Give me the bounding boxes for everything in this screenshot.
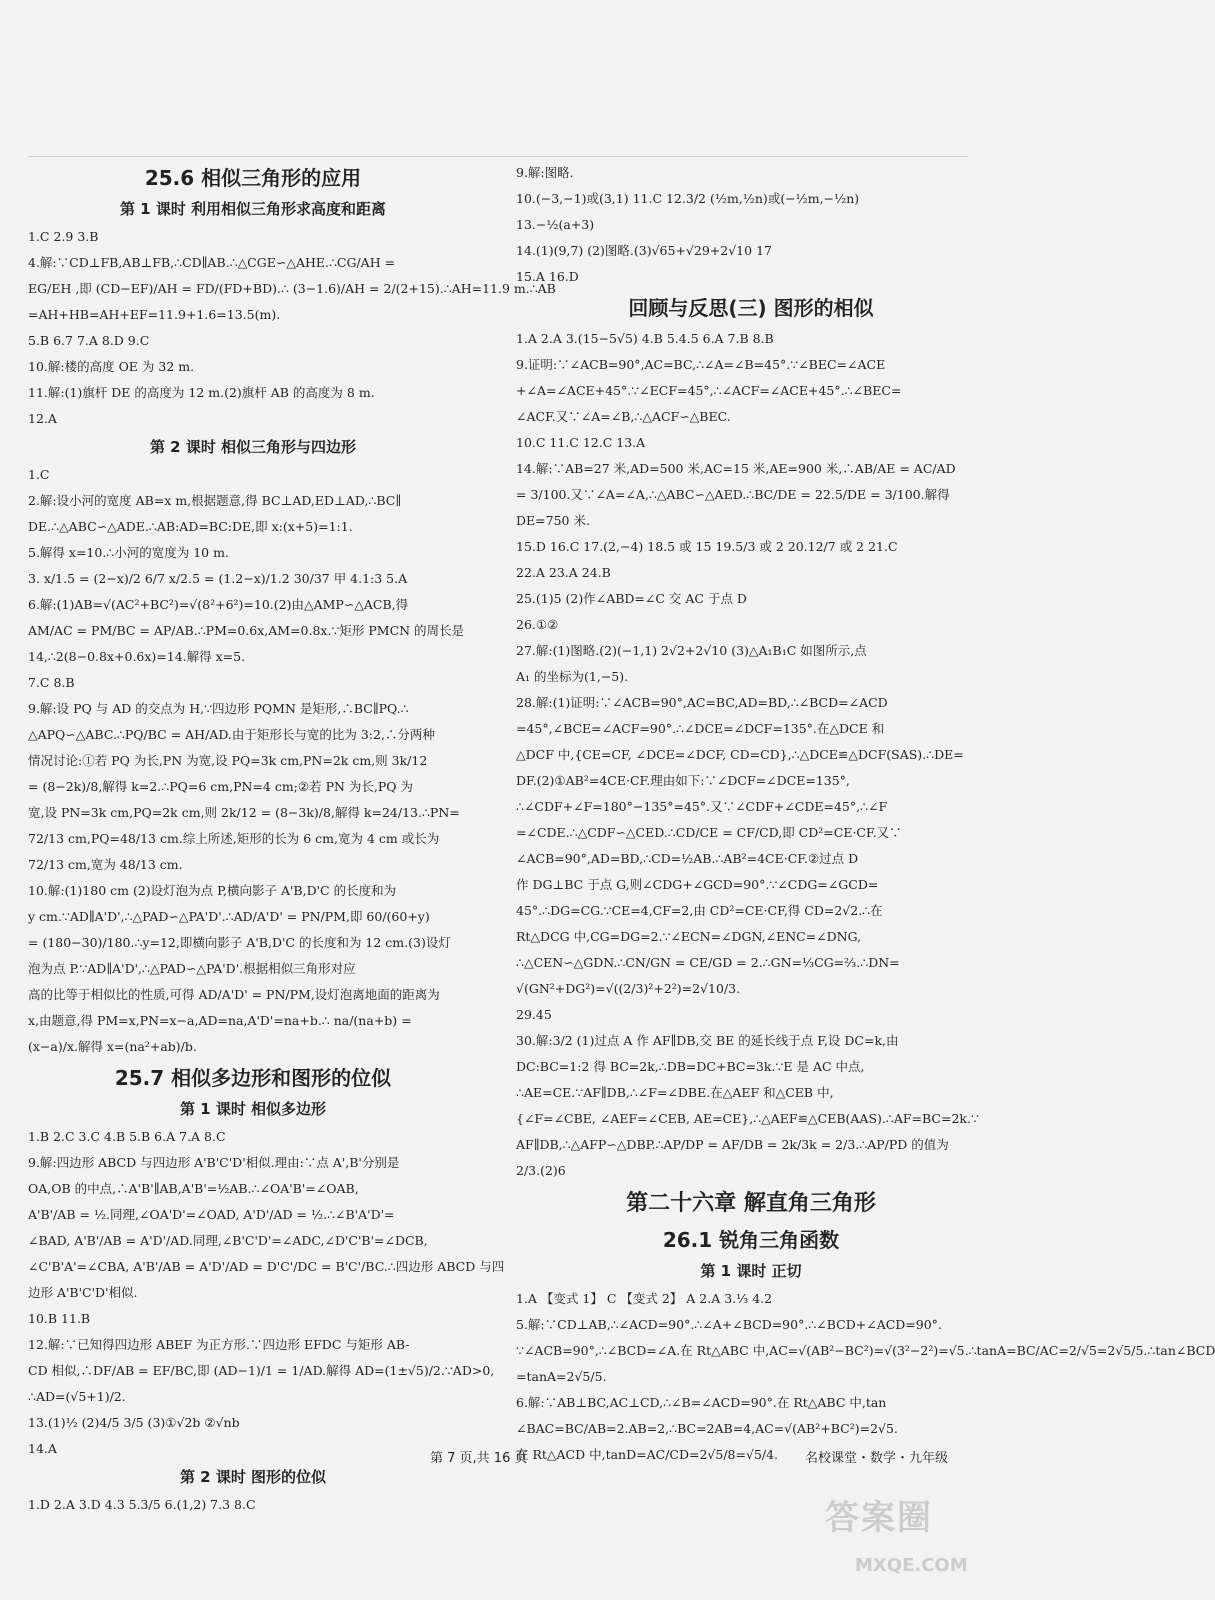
answer-line: =tanA=2√5/5. (516, 1369, 607, 1384)
answer-line: ∴∠CDF+∠F=180°−135°=45°.又∵∠CDF+∠CDE=45°,∴∠F (516, 799, 888, 814)
lesson-title-3: 第 1 课时 相似多边形 (179, 1100, 327, 1118)
answer-line: DC:BC=1:2 得 BC=2k,∴DB=DC+BC=3k.∵E 是 AC 中点, (516, 1059, 865, 1074)
answer-line: ∠ACB=90°,AD=BD,∴CD=½AB.∴AB²=4CE·CF.②过点 D (516, 851, 859, 866)
answer-line: =AH+HB=AH+EF=11.9+1.6=13.5(m). (28, 307, 281, 322)
section-title-25-6: 25.6 相似三角形的应用 (144, 166, 362, 190)
answer-line: 泡为点 P.∵AD∥A'D',∴△PAD∽△PA'D'.根据相似三角形对应 (28, 961, 356, 976)
answer-line: 7.C 8.B (28, 675, 75, 690)
answer-line: 4.解:∵CD⊥FB,AB⊥FB,∴CD∥AB.∴△CGE∽△AHE.∴CG/AH = (28, 255, 396, 270)
answer-line: 28.解:(1)证明:∵∠ACB=90°,AC=BC,AD=BD,∴∠BCD=∠ACD (516, 695, 888, 710)
answer-line: {∠F=∠CBE, ∠AEF=∠CEB, AE=CE},∴△AEF≌△CEB(AAS).∴AF=BC=2k.∵ (516, 1111, 979, 1126)
lesson-title-tangent: 第 1 课时 正切 (700, 1262, 802, 1280)
answer-line: x,由题意,得 PM=x,PN=x−a,AD=na,A'D'=na+b.∴ na/(na+b) = (28, 1013, 412, 1028)
watermark-logo: 答案圈 (825, 1498, 933, 1538)
answer-line: 27.解:(1)图略.(2)(−1,1) 2√2+2√10 (3)△A₁B₁C 如图所示,点 (516, 643, 867, 658)
answer-line: 29.45 (516, 1007, 552, 1022)
answer-line: 14,∴2(8−0.8x+0.6x)=14.解得 x=5. (28, 649, 246, 664)
answer-line: 1.D 2.A 3.D 4.3 5.3/5 6.(1,2) 7.3 8.C (28, 1497, 256, 1512)
answer-line: DE.∴△ABC∽△ADE.∴AB:AD=BC:DE,即 x:(x+5)=1:1. (28, 519, 353, 534)
section-title-26-1: 26.1 锐角三角函数 (662, 1228, 840, 1252)
answer-line: ∠BAD, A'B'/AB = A'D'/AD.同理,∠B'C'D'=∠ADC,∠D'C'B'=∠DCB, (28, 1233, 428, 1248)
answer-line: ∠ACF.又∵∠A=∠B,∴△ACF∽△BEC. (516, 409, 731, 424)
answer-line: △APQ∽△ABC.∴PQ/BC = AH/AD.由于矩形长与宽的比为 3:2,∴分两种 (28, 727, 435, 742)
answer-line: AM/AC = PM/BC = AP/AB.∴PM=0.6x,AM=0.8x.∵矩形 PMCN 的周长是 (28, 623, 465, 638)
answer-line: 9.解:四边形 ABCD 与四边形 A'B'C'D'相似.理由:∵点 A',B'分别是 (28, 1155, 400, 1170)
answer-line: 1.A 【变式 1】 C 【变式 2】 A 2.A 3.⅓ 4.2 (516, 1291, 773, 1306)
page-footer (0, 1447, 1000, 1471)
answer-line: 30.解:3/2 (1)过点 A 作 AF∥DB,交 BE 的延长线于点 F,设 DC=k,由 (516, 1033, 899, 1048)
book-brand: 名校课堂・数学・九年级 (805, 1451, 949, 1466)
lesson-title-2: 第 2 课时 相似三角形与四边形 (149, 438, 357, 456)
answer-line: AF∥DB,∴△AFP∽△DBP.∴AP/DP = AF/DB = 2k/3k = 2/3.∴AP/PD 的值为 (516, 1137, 949, 1152)
answer-line: 14.A (28, 1441, 57, 1456)
answer-line: ∵∠ACB=90°,∴∠BCD=∠A.在 Rt△ABC 中,AC=√(AB²−BC²)=√(3²−2²)=√5.∴tanA=BC/AC=2/√5=2√5/5.∴tan∠BCD (516, 1343, 1215, 1358)
answer-line: 14.(1)(9,7) (2)图略.(3)√65+√29+2√10 17 (516, 243, 772, 258)
answer-line: 1.A 2.A 3.(15−5√5) 4.B 5.4.5 6.A 7.B 8.B (516, 331, 774, 346)
answer-line: 11.解:(1)旗杆 DE 的高度为 12 m.(2)旗杆 AB 的高度为 8 m. (28, 385, 375, 400)
answer-line: 1.C 2.9 3.B (28, 229, 99, 244)
answer-line: =45°,∠BCE=∠ACF=90°.∴∠DCE=∠DCF=135°.在△DCE 和 (516, 721, 885, 736)
answer-line: 15.D 16.C 17.(2,−4) 18.5 或 15 19.5/3 或 2 20.12/7 或 2 21.C (516, 539, 898, 554)
lesson-title-4: 第 2 课时 图形的位似 (179, 1468, 327, 1486)
answer-line: 5.解:∵CD⊥AB,∴∠ACD=90°.∴∠A+∠BCD=90°.∴∠BCD+∠ACD=90°. (516, 1317, 942, 1332)
answers-block-6 (516, 326, 986, 1184)
answers-block-2 (28, 462, 478, 1060)
answer-line: ∠C'B'A'=∠CBA, A'B'/AB = A'D'/AD = D'C'/DC = B'C'/BC.∴四边形 ABCD 与四 (28, 1259, 505, 1274)
answer-line: 2/3.(2)6 (516, 1163, 566, 1178)
answer-line: A₁ 的坐标为(1,−5). (516, 669, 629, 684)
section-title-review-3: 回顾与反思(三) 图形的相似 (628, 296, 874, 320)
answer-line: Rt△DCG 中,CG=DG=2.∵∠ECN=∠DGN,∠ENC=∠DNG, (516, 929, 862, 944)
answer-line: 9.解:设 PQ 与 AD 的交点为 H,∵四边形 PQMN 是矩形,∴BC∥PQ.∴ (28, 701, 409, 716)
answer-line: 作 DG⊥BC 于点 G,则∠CDG+∠GCD=90°.∵∠CDG=∠GCD= (516, 877, 879, 892)
right-column (516, 160, 1215, 1468)
answer-line: 72/13 cm,PQ=48/13 cm.综上所述,矩形的长为 6 cm,宽为 4 cm 或长为 (28, 831, 440, 846)
answer-line: 10.B 11.B (28, 1311, 91, 1326)
answer-line: = (8−2k)/8,解得 k=2.∴PQ=6 cm,PN=4 cm;②若 PN 为长,PQ 为 (28, 779, 413, 794)
answer-line: ∠BAC=BC/AB=2.AB=2,∴BC=2AB=4,AC=√(AB²+BC²)=2√5. (516, 1421, 898, 1436)
answer-line: y cm.∵AD∥A'D',∴△PAD∽△PA'D'.∴AD/A'D' = PN/PM,即 60/(60+y) (28, 909, 430, 924)
answer-line: 在 Rt△ACD 中,tanD=AC/CD=2√5/8=√5/4. (516, 1447, 779, 1462)
answers-block-4 (28, 1492, 478, 1518)
answer-line: 6.解:∵AB⊥BC,AC⊥CD,∴∠B=∠ACD=90°.在 Rt△ABC 中,tan (516, 1395, 887, 1410)
answer-line: 12.解:∵已知得四边形 ABEF 为正方形.∵四边形 EFDC 与矩形 AB- (28, 1337, 410, 1352)
answer-line: 边形 A'B'C'D'相似. (28, 1285, 138, 1300)
answer-line: 宽,设 PN=3k cm,PQ=2k cm,则 2k/12 = (8−3k)/8,解得 k=24/13.∴PN= (28, 805, 460, 820)
answer-line: = (180−30)/180.∴y=12,即横向影子 A'B,D'C 的长度和为 12 cm.(3)设灯 (28, 935, 451, 950)
answer-line: ∴△CEN∽△GDN.∴CN/GN = CE/GD = 2.∴GN=⅓CG=⅔.∴DN= (516, 955, 900, 970)
watermark-url: MXQE.COM (855, 1555, 968, 1576)
answer-line: A'B'/AB = ½.同理,∠OA'D'=∠OAD, A'D'/AD = ½.∴∠B'A'D'= (28, 1207, 395, 1222)
answer-line: DE=750 米. (516, 513, 590, 528)
answer-line: √(GN²+DG²)=√((2/3)²+2²)=2√10/3. (516, 981, 741, 996)
answer-line: 14.解:∵AB=27 米,AD=500 米,AC=15 米,AE=900 米,∴AB/AE = AC/AD (516, 461, 956, 476)
answer-line: OA,OB 的中点,∴A'B'∥AB,A'B'=½AB.∴∠OA'B'=∠OAB, (28, 1181, 359, 1196)
answer-line: 9.解:图略. (516, 165, 574, 180)
answer-line: 6.解:(1)AB=√(AC²+BC²)=√(8²+6²)=10.(2)由△AMP∽△ACB,得 (28, 597, 409, 612)
answers-block-7 (516, 1286, 1215, 1468)
answer-line: 5.解得 x=10.∴小河的宽度为 10 m. (28, 545, 229, 560)
lesson-title-1: 第 1 课时 利用相似三角形求高度和距离 (119, 200, 387, 218)
answer-line: 72/13 cm,宽为 48/13 cm. (28, 857, 183, 872)
section-title-25-7: 25.7 相似多边形和图形的位似 (114, 1066, 392, 1090)
answer-line: ∴AE=CE.∵AF∥DB,∴∠F=∠DBE.在△AEF 和△CEB 中, (516, 1085, 834, 1100)
answer-line: EG/EH ,即 (CD−EF)/AH = FD/(FD+BD).∴ (3−1.6)/AH = 2/(2+15).∴AH=11.9 m.∴AB (28, 281, 556, 296)
answer-line: 高的比等于相似比的性质,可得 AD/A'D' = PN/PM,设灯泡离地面的距离为 (28, 987, 440, 1002)
answer-line: (x−a)/x.解得 x=(na²+ab)/b. (28, 1039, 197, 1054)
answer-line: DF.(2)①AB²=4CE·CF.理由如下:∵∠DCF=∠DCE=135°, (516, 773, 850, 788)
answer-line: CD 相似,∴DF/AB = EF/BC,即 (AD−1)/1 = 1/AD.解得 AD=(1±√5)/2.∵AD>0, (28, 1363, 495, 1378)
answer-line: 13.−½(a+3) (516, 217, 595, 232)
answer-line: = 3/100.又∵∠A=∠A,∴△ABC∽△AED.∴BC/DE = 22.5/DE = 3/100.解得 (516, 487, 950, 502)
answer-line: △DCF 中,{CE=CF, ∠DCE=∠DCF, CD=CD},∴△DCE≌△DCF(SAS).∴DE= (516, 747, 964, 762)
chapter-title-26: 第二十六章 解直角三角形 (626, 1191, 876, 1216)
answers-block-5 (516, 160, 986, 290)
answer-line: ∴AD=(√5+1)/2. (28, 1389, 126, 1404)
answer-line: 13.(1)½ (2)4/5 3/5 (3)①√2b ②√nb (28, 1415, 240, 1430)
answer-line: 26.①② (516, 617, 559, 632)
answer-line: 45°.∴DG=CG.∵CE=4,CF=2,由 CD²=CE·CF,得 CD=2√2.∴在 (516, 903, 883, 918)
answer-line: 10.解:(1)180 cm (2)设灯泡为点 P,横向影子 A'B,D'C 的长度和为 (28, 883, 397, 898)
answer-line: 9.证明:∵∠ACB=90°,AC=BC,∴∠A=∠B=45°.∵∠BEC=∠ACE (516, 357, 886, 372)
answer-line: 3. x/1.5 = (2−x)/2 6/7 x/2.5 = (1.2−x)/1.2 30/37 甲 4.1:3 5.A (28, 571, 408, 586)
answer-line: 1.B 2.C 3.C 4.B 5.B 6.A 7.A 8.C (28, 1129, 226, 1144)
answer-line: 22.A 23.A 24.B (516, 565, 611, 580)
answer-line: =∠CDE.∴△CDF∽△CED.∴CD/CE = CF/CD,即 CD²=CE·CF.又∵ (516, 825, 902, 840)
answer-line: 12.A (28, 411, 57, 426)
answer-line: 10.(−3,−1)或(3,1) 11.C 12.3/2 (½m,½n)或(−½m,−½n) (516, 191, 860, 206)
answer-line: 5.B 6.7 7.A 8.D 9.C (28, 333, 150, 348)
answer-line: +∠A=∠ACE+45°.∵∠ECF=45°,∴∠ACF=∠ACE+45°.∴∠BEC= (516, 383, 902, 398)
header-rule (28, 156, 968, 157)
answer-line: 10.解:楼的高度 OE 为 32 m. (28, 359, 195, 374)
answer-line: 25.(1)5 (2)作∠ABD=∠C 交 AC 于点 D (516, 591, 747, 606)
answer-line: 1.C (28, 467, 50, 482)
answer-line: 情况讨论:①若 PQ 为长,PN 为宽,设 PQ=3k cm,PN=2k cm,则 3k/12 (28, 753, 428, 768)
answer-line: 15.A 16.D (516, 269, 579, 284)
answer-line: 2.解:设小河的宽度 AB=x m,根据题意,得 BC⊥AD,ED⊥AD,∴BC∥ (28, 493, 402, 508)
answer-line: 10.C 11.C 12.C 13.A (516, 435, 646, 450)
page-number: 第 7 页,共 16 页 (430, 1451, 528, 1466)
